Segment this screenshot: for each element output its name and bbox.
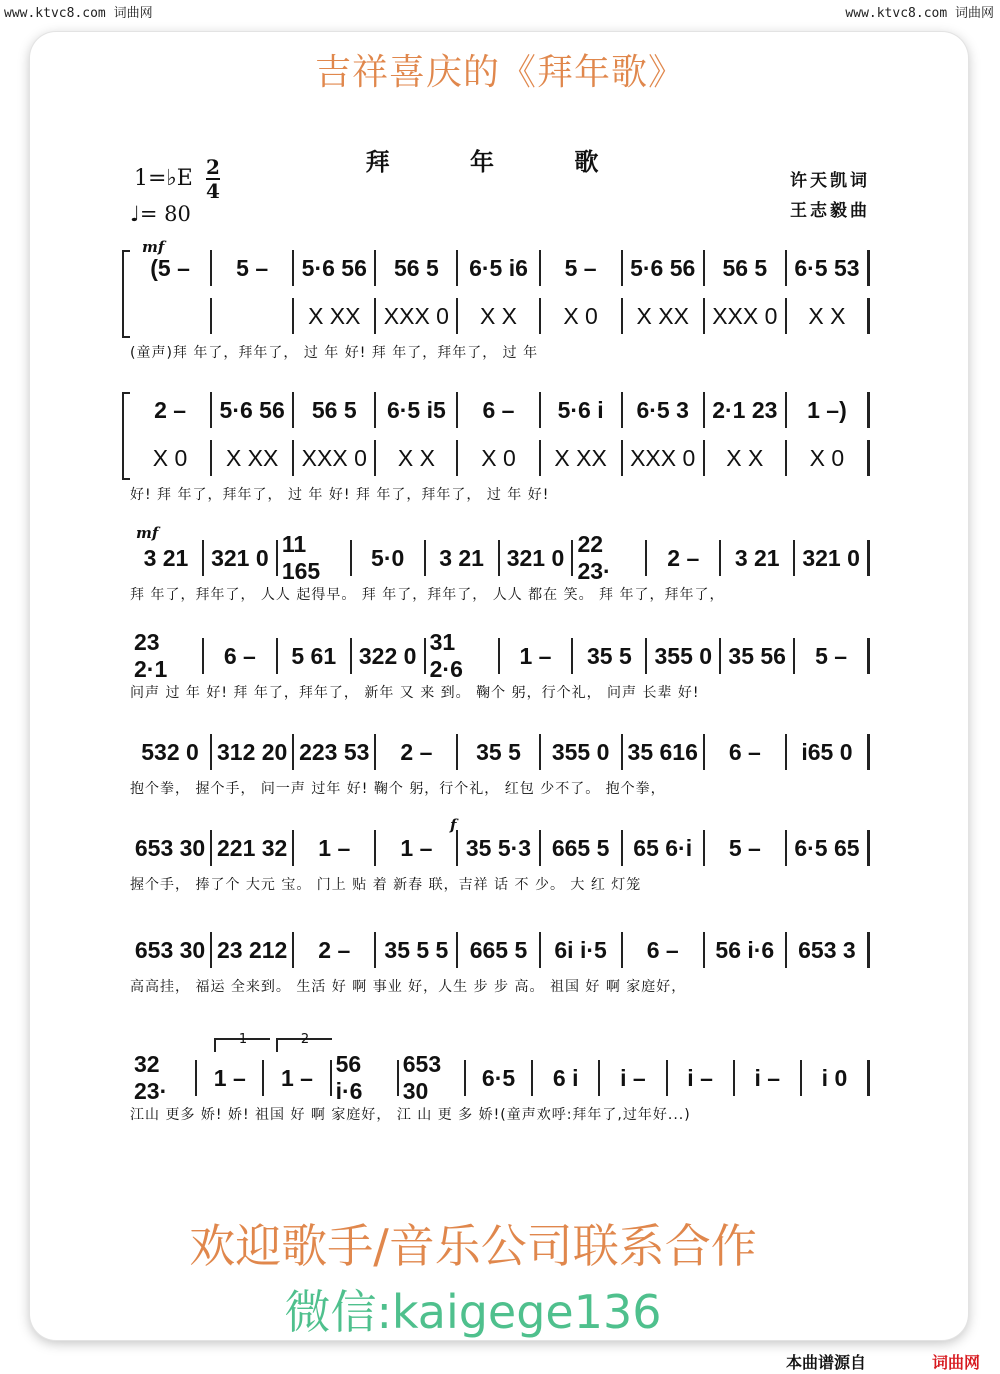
measure-notes: 653 30 (134, 834, 206, 861)
measure-notes: 56 i·6 (335, 1051, 363, 1104)
dynamic-mf-verse: mf (136, 524, 159, 542)
measure (787, 392, 870, 428)
measure (458, 250, 540, 286)
measure (600, 1060, 667, 1096)
measure (541, 734, 623, 770)
measure (130, 392, 212, 428)
measure-notes: 56 5 (311, 396, 357, 423)
measure-notes: 312 20 (216, 738, 288, 765)
measure-notes: 5 61 (291, 642, 337, 669)
measure (466, 1060, 533, 1096)
percussion-notes: X 0 (563, 302, 598, 329)
measure-notes: 1 – (318, 834, 351, 861)
measure (458, 298, 540, 334)
measure-notes: i – (620, 1064, 646, 1091)
measure-notes: 2 – (154, 396, 187, 423)
time-signature-top: 2 (206, 155, 220, 179)
measure (787, 932, 870, 968)
measure (623, 440, 705, 476)
measure (332, 1051, 399, 1104)
measure (294, 932, 376, 968)
measure-notes: 11 165 (281, 531, 321, 584)
measure (130, 440, 212, 476)
measure-notes: 23 212 (216, 936, 288, 963)
measure (705, 392, 787, 428)
measure (352, 540, 426, 576)
measure-notes: 6·5 65 (794, 834, 860, 861)
measure (204, 638, 278, 674)
measure-notes: 5 – (236, 254, 269, 281)
measure-notes: 321 0 (506, 544, 565, 571)
measure (212, 830, 294, 866)
measure (541, 830, 623, 866)
measure (787, 440, 870, 476)
lyrics-line: 江山 更多 娇! 娇! 祖国 好 啊 家庭好， 江 山 更 多 娇!(童声欢呼:拜年了,过年好...) (130, 1107, 691, 1123)
measure-notes: 321 0 (211, 544, 269, 571)
measure (376, 298, 458, 334)
measure (197, 1060, 264, 1096)
source-label: 本曲谱源自 (786, 1353, 867, 1372)
measure (376, 250, 458, 286)
measure (130, 830, 212, 866)
percussion-notes: X X (479, 302, 518, 329)
measure (212, 298, 294, 334)
measure (541, 392, 623, 428)
measure-notes: 6·5 53 (794, 254, 860, 281)
dynamic-mf-intro: mf (142, 238, 165, 256)
measure-notes: 6 – (223, 642, 256, 669)
lyrics-line: 问声 过 年 好! 拜 年了，拜年了， 新年 又 来 到。 鞠个 躬，行个礼， 问声 长辈 好! (130, 685, 700, 701)
measure (541, 250, 623, 286)
system-bracket (122, 392, 130, 480)
melody-row (130, 629, 870, 682)
measure (212, 250, 294, 286)
measure-notes: (5 – (150, 254, 190, 281)
measure (130, 734, 212, 770)
measure-notes: 355 0 (551, 738, 610, 765)
lyrics-line: 抱个拳， 握个手， 问一声 过年 好! 鞠个 躬，行个礼， 红包 少不了。 抱个拳， (130, 781, 666, 797)
measure (623, 932, 705, 968)
measure (399, 1051, 466, 1104)
measure (458, 392, 540, 428)
measure (802, 1060, 870, 1096)
measure (705, 734, 787, 770)
measure-notes: 5·6 56 (630, 254, 696, 281)
measure (294, 830, 376, 866)
measure-notes: i – (754, 1064, 781, 1091)
measure (795, 638, 870, 674)
measure-notes: 56 5 (722, 254, 768, 281)
measure-notes: 6·5 i5 (386, 396, 446, 423)
volta-second-ending: 2 (276, 1038, 332, 1052)
measure (294, 440, 376, 476)
measure (647, 540, 721, 576)
measure-notes: 5·6 i (557, 396, 604, 423)
watermark-right: www.ktvc8.com 词曲网 (845, 6, 994, 21)
measure (787, 830, 870, 866)
wechat-contact: 微信:kaigege136 (284, 1285, 662, 1339)
measure-notes: 665 5 (469, 936, 528, 963)
measure-notes: 5·6 56 (219, 396, 285, 423)
header-title: 吉祥喜庆的《拜年歌》 (314, 52, 685, 93)
measure-notes: 2 – (318, 936, 351, 963)
measure-notes: 1 – (280, 1064, 313, 1091)
percussion-notes: X XX (636, 302, 689, 329)
measure (130, 629, 204, 682)
measure (376, 932, 458, 968)
percussion-notes: X 0 (481, 444, 516, 471)
measure (130, 932, 212, 968)
measure-notes: 6i i·5 (554, 936, 607, 963)
measure-notes: 56 i·6 (715, 936, 775, 963)
measure-notes: 35 56 (728, 642, 786, 669)
measure (212, 440, 294, 476)
measure (426, 629, 500, 682)
percussion-notes: XXX 0 (712, 302, 778, 329)
percussion-row (130, 298, 870, 334)
volta-first-ending: 1 (214, 1038, 270, 1052)
measure-notes: 6 – (646, 936, 679, 963)
measure-notes: 5 – (564, 254, 597, 281)
percussion-notes: X X (726, 444, 764, 471)
measure (623, 298, 705, 334)
dynamic-f: f (450, 816, 457, 834)
measure (376, 392, 458, 428)
measure-notes: 2 – (667, 544, 700, 571)
percussion-notes: X XX (554, 444, 607, 471)
composer-credit: 王志毅曲 (790, 201, 870, 221)
measure (130, 250, 212, 286)
measure-notes: 6·5 3 (636, 396, 689, 423)
measure (294, 298, 376, 334)
measure-notes: 65 6·i (633, 834, 693, 861)
watermark-left: www.ktvc8.com 词曲网 (4, 6, 153, 21)
measure-notes: 5 – (728, 834, 761, 861)
measure-notes: 31 2·6 (429, 629, 463, 682)
measure (735, 1060, 802, 1096)
lyrics-line: 握个手， 捧了个 大元 宝。 门上 贴 着 新春 联，吉祥 话 不 少。 大 红 灯笼 (130, 877, 642, 893)
measure (426, 540, 500, 576)
measure-notes: 653 3 (798, 936, 856, 963)
measure (787, 734, 870, 770)
measure (541, 298, 623, 334)
measure (264, 1060, 331, 1096)
measure-notes: 35 5 (587, 642, 632, 669)
measure (458, 440, 540, 476)
lyrics-line: 好! 拜 年了，拜年了， 过 年 好! 拜 年了，拜年了， 过 年 好! (130, 487, 550, 503)
measure-notes: 5·0 (371, 544, 405, 571)
measure (573, 638, 647, 674)
percussion-notes: X XX (225, 444, 279, 471)
measure-notes: 3 21 (734, 544, 780, 571)
tempo-marking: ♩= 80 (130, 202, 191, 226)
measure (705, 830, 787, 866)
measure-notes: 35 616 (627, 738, 698, 765)
percussion-notes: X X (397, 444, 435, 471)
measure (533, 1060, 600, 1096)
measure (130, 540, 204, 576)
measure (376, 830, 458, 866)
measure (647, 638, 721, 674)
measure-notes: 665 5 (551, 834, 610, 861)
measure-notes: 1 – (400, 834, 433, 861)
measure (573, 531, 647, 584)
measure-notes: 322 0 (358, 642, 417, 669)
measure (705, 298, 787, 334)
measure (787, 298, 870, 334)
melody-row (130, 830, 870, 866)
melody-row (130, 734, 870, 770)
measure-notes: 6 – (728, 738, 761, 765)
lyrics-line: 高高挂， 福运 全来到。 生活 好 啊 事业 好，人生 步 步 高。 祖国 好 啊 家庭好， (130, 979, 687, 995)
measure (204, 540, 278, 576)
percussion-notes: X XX (308, 302, 361, 329)
measure-notes: 223 53 (299, 738, 370, 765)
percussion-notes: X 0 (809, 444, 845, 471)
measure-notes: 6 – (482, 396, 515, 423)
measure-notes: 1 –) (807, 396, 847, 423)
percussion-notes: X 0 (152, 444, 188, 471)
measure-notes: 1 – (519, 642, 552, 669)
measure-notes: 32 23· (134, 1051, 168, 1104)
measure-notes: 5 – (815, 642, 848, 669)
melody-row (130, 1051, 870, 1104)
measure (623, 392, 705, 428)
song-title: 拜 年 歌 (365, 147, 635, 176)
melody-row (130, 250, 870, 286)
measure (294, 250, 376, 286)
measure (458, 830, 540, 866)
measure (212, 734, 294, 770)
measure-notes: 221 32 (216, 834, 288, 861)
source-site-link[interactable]: 词曲网 (932, 1353, 981, 1372)
measure-notes: 35 5 (476, 738, 521, 765)
measure (705, 932, 787, 968)
cooperation-banner: 欢迎歌手/音乐公司联系合作 (189, 1219, 757, 1273)
measure (212, 392, 294, 428)
measure-notes: 1 – (213, 1064, 246, 1091)
percussion-notes: XXX 0 (383, 302, 449, 329)
measure-notes: 3 21 (439, 544, 484, 571)
measure-notes: 35 5·3 (465, 834, 532, 861)
measure-notes: 6·5 i6 (469, 254, 528, 281)
measure-notes: i 0 (821, 1064, 848, 1091)
measure-notes: 22 23· (577, 531, 611, 584)
measure-notes: 6·5 (481, 1064, 516, 1091)
time-signature-bottom: 4 (206, 179, 220, 203)
key-signature: 1=♭E (134, 166, 193, 191)
measure (376, 734, 458, 770)
measure (500, 638, 574, 674)
measure-notes: 532 0 (141, 738, 199, 765)
measure (294, 392, 376, 428)
measure (130, 298, 212, 334)
measure (668, 1060, 735, 1096)
measure (795, 540, 870, 576)
percussion-row (130, 440, 870, 476)
measure (212, 932, 294, 968)
measure (458, 734, 540, 770)
melody-row (130, 932, 870, 968)
measure-notes: 321 0 (802, 544, 860, 571)
lyricist-credit: 许天凯词 (790, 171, 870, 191)
measure-notes: 56 5 (394, 254, 439, 281)
measure-notes: 5·6 56 (301, 254, 367, 281)
measure-notes: 3 21 (143, 544, 189, 571)
percussion-notes: X X (808, 302, 846, 329)
measure-notes: 653 30 (402, 1051, 442, 1104)
measure (500, 540, 574, 576)
measure-notes: i65 0 (801, 738, 853, 765)
measure-notes: i – (687, 1064, 713, 1091)
time-signature (206, 156, 220, 202)
system-bracket (122, 250, 130, 338)
measure-notes: 6 i (552, 1064, 579, 1091)
measure (278, 531, 352, 584)
measure (705, 250, 787, 286)
measure-notes: 2 – (400, 738, 433, 765)
measure (623, 734, 705, 770)
measure (130, 1051, 197, 1104)
measure-notes: 355 0 (654, 642, 713, 669)
measure (623, 250, 705, 286)
measure (294, 734, 376, 770)
measure (541, 932, 623, 968)
measure (705, 440, 787, 476)
measure (623, 830, 705, 866)
measure (541, 440, 623, 476)
melody-row (130, 392, 870, 428)
measure-notes: 35 5 5 (384, 936, 449, 963)
percussion-notes: XXX 0 (301, 444, 367, 471)
measure (721, 638, 795, 674)
lyrics-line: 拜 年了，拜年了， 人人 起得早。 拜 年了，拜年了， 人人 都在 笑。 拜 年了，拜年了， (130, 587, 725, 603)
percussion-notes: XXX 0 (630, 444, 696, 471)
measure-notes: 2·1 23 (712, 396, 778, 423)
measure (376, 440, 458, 476)
lyrics-line: (童声)拜 年了，拜年了， 过 年 好! 拜 年了，拜年了， 过 年 (130, 345, 539, 361)
measure-notes: 23 2·1 (134, 629, 168, 682)
measure (721, 540, 795, 576)
measure (278, 638, 352, 674)
measure (458, 932, 540, 968)
measure (352, 638, 426, 674)
measure-notes: 653 30 (134, 936, 206, 963)
measure (787, 250, 870, 286)
